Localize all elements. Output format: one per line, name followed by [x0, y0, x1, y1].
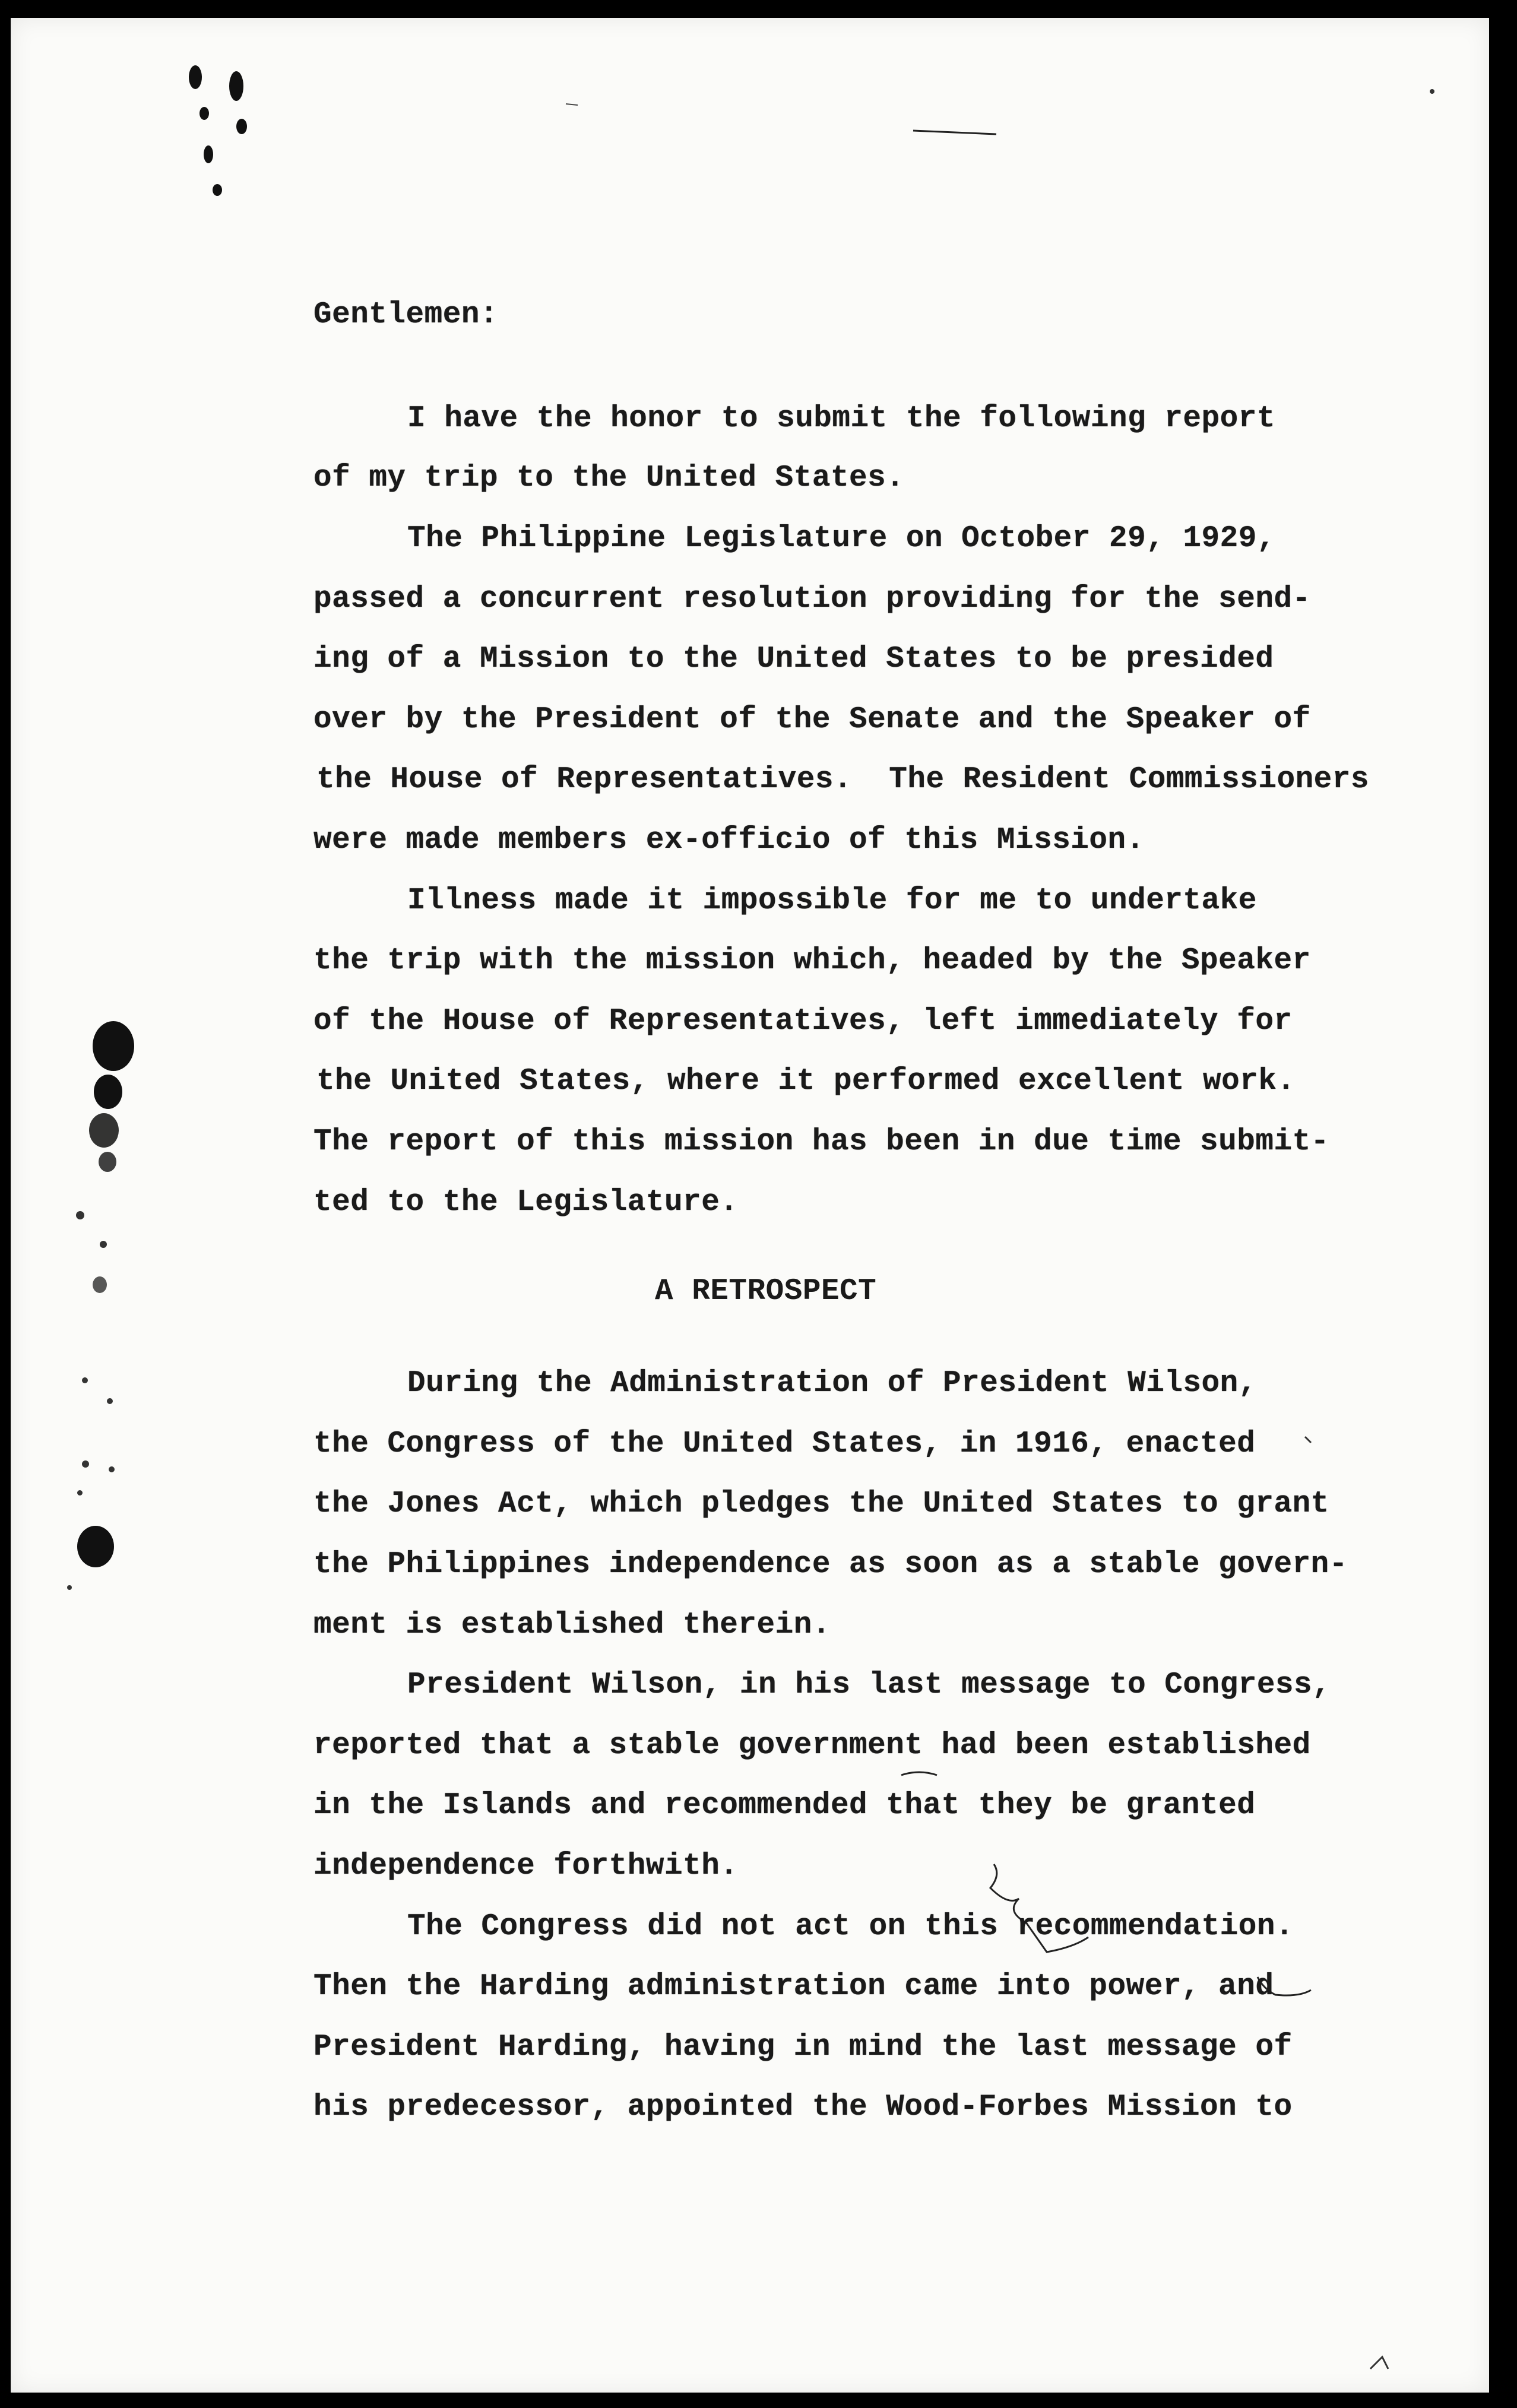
text-line: passed a concurrent resolution providing for the send- [313, 582, 1311, 616]
text-line: in the Islands and recommended that they be granted [313, 1789, 1256, 1823]
text-line: Illness made it impossible for me to undertake [407, 884, 1257, 918]
text-line: independence forthwith. [313, 1849, 739, 1883]
text-line: ing of a Mission to the United States to be presided [313, 642, 1274, 676]
text-line: of my trip to the United States. [313, 461, 905, 495]
text-line: the House of Representatives. The Resident Commissioners [316, 763, 1369, 797]
text-line: During the Administration of President Wilson, [407, 1367, 1257, 1401]
text-line: of the House of Representatives, left immediately for [313, 1005, 1293, 1038]
text-line: Then the Harding administration came into power, and [313, 1970, 1274, 2004]
text-line: the Congress of the United States, in 1916, enacted [313, 1427, 1256, 1461]
text-line: ted to the Legislature. [313, 1186, 739, 1219]
section-heading: A RETROSPECT [655, 1275, 877, 1308]
text-line: the trip with the mission which, headed by the Speaker [313, 944, 1311, 978]
text-line: I have the honor to submit the following report [407, 402, 1275, 436]
text-line: the Philippines independence as soon as a stable govern- [313, 1548, 1348, 1582]
document-page [11, 18, 1489, 2393]
text-line: President Harding, having in mind the last message of [313, 2030, 1293, 2064]
text-line: The report of this mission has been in due time submit- [313, 1125, 1329, 1159]
text-line: were made members ex-officio of this Mission. [313, 823, 1145, 857]
text-line: reported that a stable government had been established [313, 1729, 1311, 1763]
text-line: The Philippine Legislature on October 29, 1929, [407, 522, 1275, 556]
text-line: the United States, where it performed excellent work. [316, 1064, 1296, 1098]
salutation: Gentlemen: [313, 298, 499, 332]
text-line: The Congress did not act on this recommendation. [407, 1910, 1294, 1944]
text-line: ment is established therein. [313, 1608, 831, 1642]
text-line: his predecessor, appointed the Wood-Forbes Mission to [313, 2090, 1293, 2124]
text-line: the Jones Act, which pledges the United States to grant [313, 1487, 1329, 1521]
typed-letter [11, 18, 1489, 2393]
text-line: President Wilson, in his last message to Congress, [407, 1668, 1331, 1702]
text-line: over by the President of the Senate and the Speaker of [313, 703, 1311, 737]
